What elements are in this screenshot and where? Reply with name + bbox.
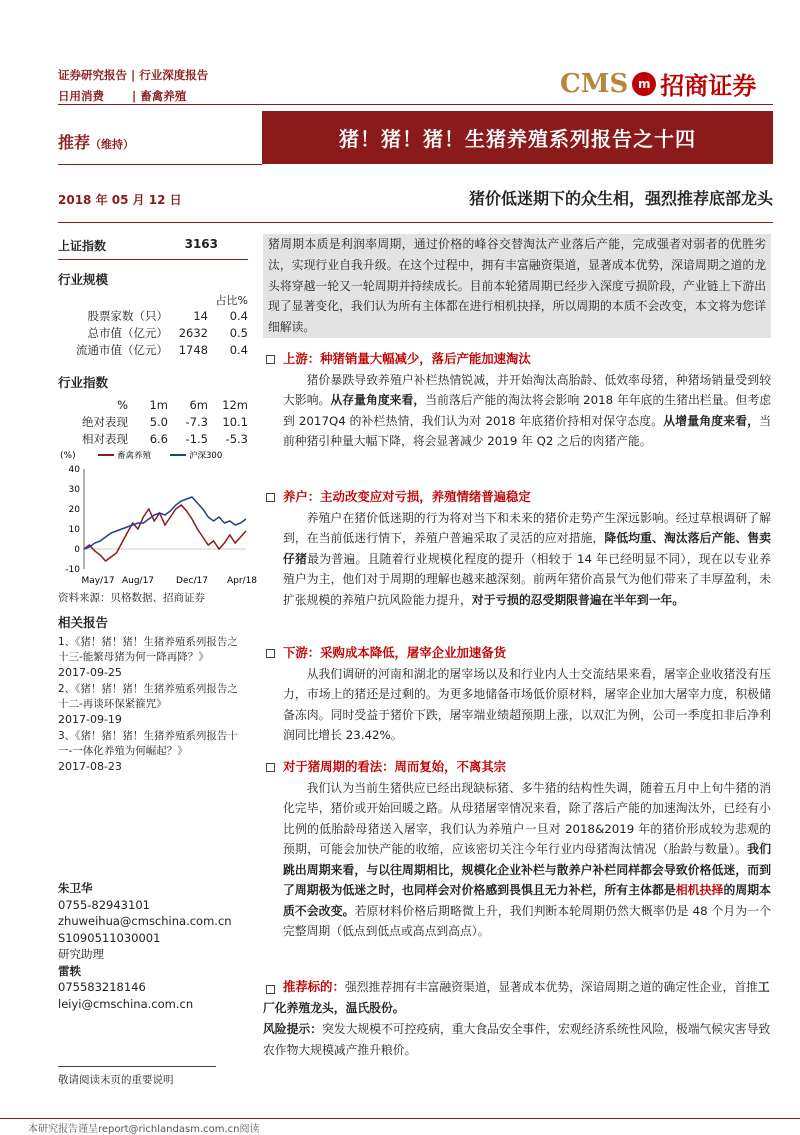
- section-cycle-view: 对于猪周期的看法：周而复始，不离其宗 我们认为当前生猪供应已经出现缺标猪、多牛猪的结构性失调，随着五月中上旬牛猪的消化完毕，猪价或开始回暖之路。从母猪屠宰情况来看，除了落后产能的加速淘汰外，已经有小比例的低胎龄母猪送入屠宰，我们认为养殖户一旦对 2018&2019 年的猪价形成较为悲观的预期，可能会加快产能的收缩，应该密切关注今年行业内母猪淘汰情况（胎龄与数量）。我们跳出周期来看，与以往周期相比，规模化企业补栏与散养户补栏同样都会导致价格低迷，而到了周期极为低迷之时，也同样会对价格感到畏惧且无力补栏，所有主体都是相机抉择的周期本质不会改变。若原材料价格后期略微上升，我们判断本轮周期仍然大概率仍是 48 个月为一个完整周期（低点到低点或高点到高点）。: [263, 757, 771, 942]
- risk-note: 风险提示：突发大规模不可控疫病，重大食品安全事件，宏观经济系统性风险，极端气候灾害导致农作物大规模减产推升粮价。: [263, 1022, 771, 1057]
- index-row: 上证指数 3163: [58, 237, 248, 260]
- x-tick-label: May/17: [81, 576, 115, 586]
- logo-mark-icon: m: [632, 72, 656, 96]
- industry-scale: 行业规模 占比% 股票家数（只） 14 0.4 总市值（亿元） 2632 0.5 流通市值（亿元） 1748 0.4: [58, 272, 248, 357]
- y-tick-label: 0: [74, 545, 80, 555]
- x-tick-label: Dec/17: [176, 576, 208, 586]
- related-reports: 相关报告 1、《猪！猪！猪！生猪养殖系列报告之十三-能繁母猪为何一降再降？》 2017-09-25 2、《猪！猪！猪！生猪养殖系列报告之十二-再谈环保紧箍咒》 2017-09-19 3、《猪！猪！猪！生猪养殖系列报告十一-一体化养殖为何崛起？》 2017-08-23: [58, 613, 248, 776]
- y-tick-label: 20: [68, 505, 80, 515]
- footer-rule: [58, 1066, 216, 1067]
- report-title: 猪！猪！猪！生猪养殖系列报告之十四: [262, 111, 773, 164]
- section-upstream: 上游：种猪销量大幅减少，落后产能加速淘汰 猪价暴跌导致养殖户补栏热情锐减，并开始淘汰高胎龄、低效率母猪，种猪场销量受到较大影响。从存量角度来看，当前落后产能的淘汰将会影响 2018 年年底的生猪出栏量。但考虑到 2017Q4 的补栏热情，我们认为对 2018 年底猪价持相对保守态度。从增量角度来看，当前种猪引种量大幅下降，将会显著减少 2019 年 Q2 之后的肉猪产能。: [263, 349, 771, 452]
- title-rule: [58, 164, 262, 165]
- y-tick-label: 30: [68, 485, 80, 495]
- series-line-1: [84, 505, 246, 561]
- x-tick-label: Aug/17: [121, 576, 155, 586]
- section-farmers: 养户：主动改变应对亏损，养殖情绪普遍稳定 养殖户在猪价低迷期的行为将对当下和未来的猪价走势产生深远影响。经过草根调研了解到，在当前低迷行情下，养殖户普遍采取了灵活的应对措施，降低均重、淘汰落后产能、售卖仔猪最为普遍。且随着行业规模化程度的提升（相较于 14 年已经明显不同），现在以专业养殖户为主，他们对于周期的理解也越来越深刻。前两年猪价高景气为他们带来了丰厚盈利，未扩张规模的养殖户抗风险能力提升，对于亏损的忍受期限普遍在半年到一年。: [263, 487, 771, 610]
- y-tick-label: 10: [68, 525, 80, 535]
- industry-index: 行业指数 % 1m 6m 12m 绝对表现 5.0 -7.3 10.1 相对表现 6.6 -1.5 -5.3: [58, 375, 248, 446]
- related-report-item[interactable]: 2、《猪！猪！猪！生猪养殖系列报告之十二-再谈环保紧箍咒》 2017-09-19: [58, 683, 238, 726]
- legend-label: 沪深300: [189, 451, 223, 461]
- assistant-email[interactable]: leiyi@cmschina.com.cn: [58, 996, 194, 1011]
- report-type: 证券研究报告 | 行业深度报告: [58, 68, 209, 82]
- scale-row: 总市值（亿元） 2632 0.5: [87, 326, 248, 340]
- watermark: 本研究报告谨呈report@richlandasm.com.cn阅读: [28, 1124, 260, 1135]
- perf-heading: 行业指数: [58, 375, 109, 390]
- related-report-item[interactable]: 1、《猪！猪！猪！生猪养殖系列报告之十三-能繁母猪为何一降再降？》 2017-09-25: [58, 636, 238, 679]
- scale-heading: 行业规模: [58, 272, 109, 287]
- chart-unit: (%): [60, 451, 76, 461]
- subtitle-rule: [58, 222, 773, 223]
- index-chart: [58, 447, 258, 587]
- summary-box: 猪周期本质是利润率周期，通过价格的峰谷交替淘汰产业落后产能，完成强者对弱者的优胜劣汰，实现行业自我升级。在这个过程中，拥有丰富融资渠道，显著成本优势，深谙周期之道的龙头将穿越一轮又一轮周期并持续成长。目前本轮猪周期已经步入深度亏损阶段，产业链上下游出现了显著变化，我们认为所有主体都在进行相机抉择，所以周期的本质不会改变，本文将为您详细解读。: [263, 234, 771, 338]
- related-report-item[interactable]: 3、《猪！猪！猪！生猪养殖系列报告十一-一体化养殖为何崛起？》 2017-08-23: [58, 730, 238, 773]
- analyst-email[interactable]: zhuweihua@cmschina.com.cn: [58, 914, 232, 928]
- chart-svg: [58, 447, 258, 587]
- header-rule: [58, 104, 773, 105]
- bottom-rule: [0, 1118, 800, 1119]
- analyst-block: 朱卫华 0755-82943101 zhuweihua@cmschina.com.cn S1090511030001 研究助理 雷轶 075583218146 leiyi@cmschina.com.cn: [58, 880, 248, 1012]
- cms-logo: CMS m 招商证券: [560, 68, 757, 100]
- legend-label: 畜禽养殖: [117, 451, 152, 461]
- footer-note: 敬请阅读末页的重要说明: [58, 1074, 174, 1086]
- x-tick-label: Apr/18: [226, 576, 258, 586]
- chart-source: 资料来源：贝格数据、招商证券: [58, 592, 205, 604]
- perf-row: 绝对表现 5.0 -7.3 10.1: [82, 415, 248, 429]
- industry-tag: 日用消费 | 畜禽养殖: [58, 89, 187, 103]
- rating: 推荐（维持）: [58, 133, 135, 152]
- section-downstream: 下游：采购成本降低，屠宰企业加速备货 从我们调研的河南和湖北的屠宰场以及和行业内人士交流结果来看，屠宰企业收猪没有压力，市场上的猪还是过剩的。为更多地储备市场低价原材料，屠宰企业加大屠宰力度，积极储备冻肉。同时受益于猪价下跌，屠宰端业绩超预期上涨，以双汇为例，公司一季度扣非后净利润同比增长 23.42%。: [263, 643, 771, 746]
- report-date: 2018 年 05 月 12 日: [58, 193, 182, 207]
- scale-row: 流通市值（亿元） 1748 0.4: [76, 343, 248, 357]
- scale-row: 股票家数（只） 14 0.4: [87, 309, 248, 323]
- y-tick-label: 40: [68, 465, 80, 475]
- series-line-2: [84, 497, 246, 549]
- y-tick-label: -10: [65, 565, 80, 575]
- report-subtitle: 猪价低迷期下的众生相，强烈推荐底部龙头: [468, 189, 773, 208]
- section-recommend: 推荐标的：强烈推荐拥有丰富融资渠道，显著成本优势，深谙周期之道的确定性企业，首推工厂化养殖龙头，温氏股份。: [263, 979, 770, 1015]
- perf-row: 相对表现 6.6 -1.5 -5.3: [82, 432, 248, 446]
